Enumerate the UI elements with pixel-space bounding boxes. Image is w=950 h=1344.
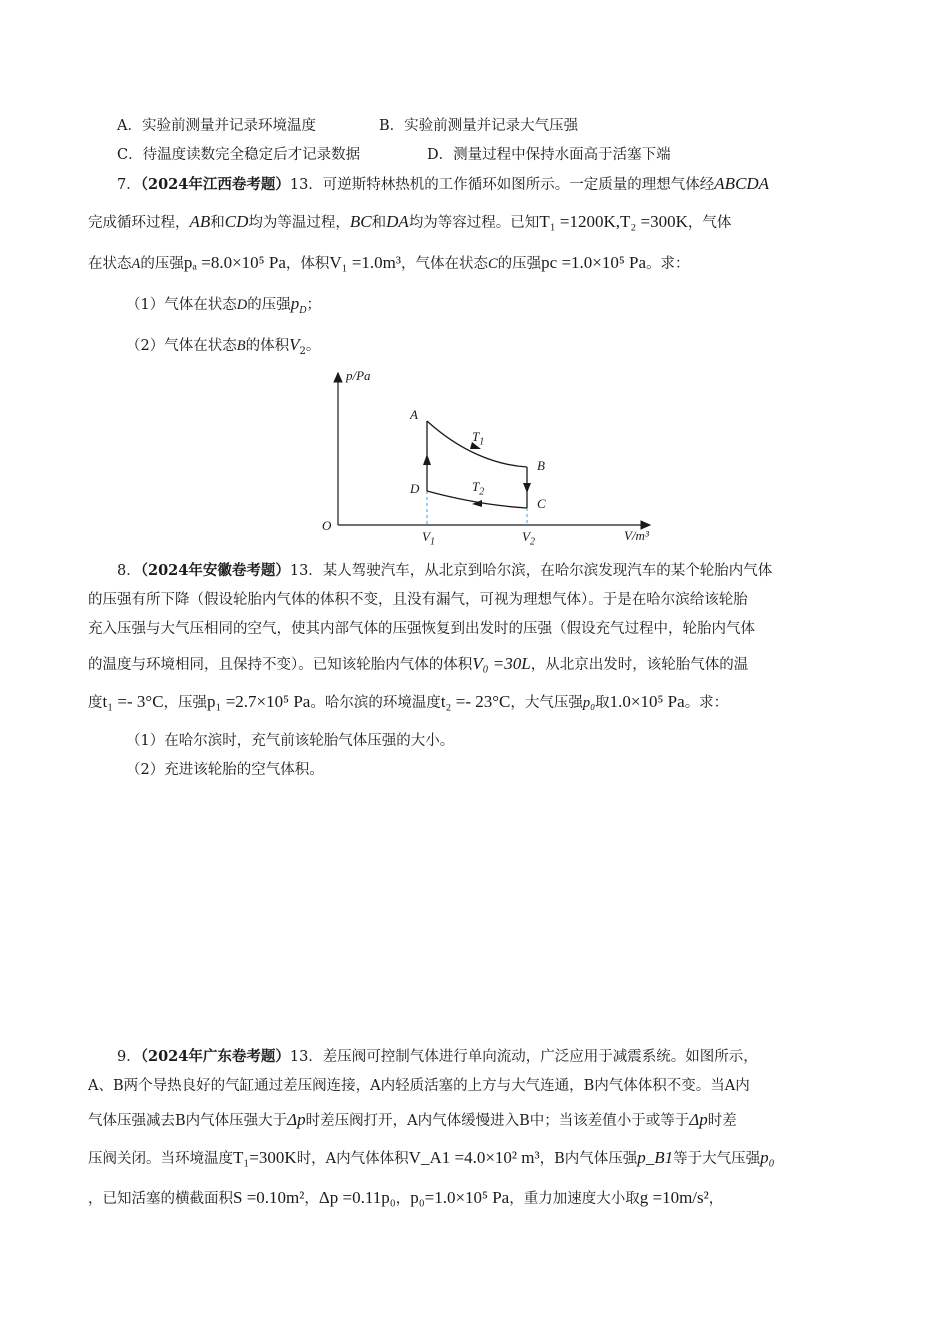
q9-text: 气体压强减去B内气体压强大于 [88, 1113, 288, 1129]
q7-math-abcda: ABCDA [714, 174, 770, 193]
q7-math-pc: pc =1.0×10⁵ Pa [541, 253, 647, 272]
q7-math-temps: T₁ =1200K,T₂ =300K [539, 212, 688, 231]
q9-math-pb1: p_B1 [637, 1148, 674, 1167]
q9-math-dp: Δp [287, 1110, 306, 1129]
q9-text: 压阀关闭。当环境温度 [88, 1151, 233, 1167]
q8-source: （2024年安徽卷考题） [140, 562, 290, 579]
v2-letter: V [522, 529, 530, 544]
v2-label [522, 529, 535, 548]
q8-text: 取 [595, 695, 610, 711]
q7-math-da: DA [386, 212, 409, 231]
q7-text: ； [306, 297, 321, 313]
q7-text: 均为等温过程， [248, 215, 350, 231]
pv-diagram [310, 363, 660, 553]
q7-text: （1）气体在状态 [126, 297, 237, 313]
q7-text: ，气体 [687, 215, 732, 231]
q7-italic: B [236, 338, 246, 354]
q8-line-2: 的压强有所下降（假设轮胎内气体的体积不变，且没有漏气，可视为理想气体）。于是在哈尔滨给该轮胎 [88, 592, 748, 608]
q7-number: 7． [117, 177, 141, 193]
q9-text: 等于大气压强 [673, 1151, 761, 1167]
origin-label: O [322, 518, 332, 533]
t1-letter: T [472, 429, 480, 444]
q8-line-3: 充入压强与大气压相同的空气，使其内部气体的压强恢复到出发时的压强（假设充气过程中，轮胎内气体 [88, 621, 755, 637]
t2-sub: 2 [479, 486, 485, 498]
q8-math-p1: p₁ =2.7×10⁵ Pa [207, 692, 311, 711]
q9-line-1 [117, 1047, 758, 1067]
q7-text: 。求： [646, 256, 690, 272]
q9-math-p0: p₀ [760, 1148, 775, 1167]
q9-math-dp: Δp [689, 1110, 708, 1129]
q8-math-t1: t₁ =- 3°C [102, 692, 164, 711]
q9-text: 时差 [707, 1113, 737, 1129]
q7-source: （2024年江西卷考题） [140, 176, 290, 193]
arrow-bc [523, 483, 531, 493]
point-a-label: A [410, 407, 418, 422]
v2-sub: 2 [529, 536, 535, 548]
q9-line-2: A、B两个导热良好的气缸通过差压阀连接，A内轻质活塞的上方与大气连通，B内气体体积不变。当A内 [88, 1078, 750, 1094]
q7-line-3 [88, 253, 690, 274]
q8-line-4 [88, 654, 748, 675]
q9-text: 13．差压阀可控制气体进行单向流动，广泛应用于减震系统。如图所示， [289, 1049, 758, 1065]
q9-math-t1: T₁=300K [233, 1148, 297, 1167]
q7-sub-2 [126, 335, 320, 362]
q7-math: p [290, 294, 300, 313]
q8-italic-p0: p₀ [582, 695, 596, 711]
q8-sub-2: （2）充进该轮胎的空气体积。 [126, 762, 324, 778]
q7-math-v1: V₁ =1.0m³ [329, 253, 401, 272]
v1-letter: V [422, 529, 430, 544]
q7-text: 的压强 [497, 256, 542, 272]
option-d: D．测量过程中保持水面高于活塞下端 [427, 147, 671, 163]
v1-label [422, 529, 435, 548]
arrow-da [423, 454, 431, 465]
q9-source: （2024年广东卷考题） [140, 1048, 290, 1065]
q7-text: 完成循环过程， [88, 215, 190, 231]
point-b-label: B [537, 458, 545, 473]
q7-italic: D [236, 297, 248, 313]
q7-italic: C [487, 256, 498, 272]
q8-text: 。求： [684, 695, 729, 711]
q8-number: 8． [117, 563, 141, 579]
q7-math-bc: BC [349, 212, 372, 231]
q7-text: ，气体在状态 [400, 256, 488, 272]
x-axis-label: V/m³ [624, 528, 649, 543]
q9-number: 9． [117, 1049, 141, 1065]
q9-math-dp-val: Δp =0.11p₀ [318, 1188, 396, 1207]
point-d-label: D [410, 481, 420, 496]
t1-sub: 1 [479, 436, 485, 448]
q9-text: ，B内气体压强 [539, 1151, 638, 1167]
q7-text: 和 [371, 215, 387, 231]
q7-text: 。 [305, 338, 321, 354]
q8-text: 度 [88, 695, 103, 711]
q7-text: ，体积 [285, 256, 330, 272]
q9-math-s: S =0.10m² [233, 1188, 305, 1207]
q7-italic: A [131, 256, 141, 272]
q8-math-t2: t₂ =- 23°C [440, 692, 511, 711]
point-c-label: C [537, 496, 546, 511]
t2-label [472, 479, 484, 498]
q7-text: 的压强 [247, 297, 291, 313]
q8-text: 。哈尔滨的环境温度 [310, 695, 441, 711]
q9-text: ， [304, 1191, 319, 1207]
q8-text: ，大气压强 [510, 695, 583, 711]
option-a: A．实验前测量并记录环境温度 [117, 118, 316, 134]
y-axis-label: p/Pa [346, 368, 371, 383]
q9-text: 时差压阀打开，A内气体缓慢进入B中；当该差值小于或等于 [305, 1113, 690, 1129]
q9-line-4 [88, 1148, 775, 1169]
q8-math-p0: 1.0×10⁵ Pa [609, 692, 685, 711]
q8-line-1 [117, 561, 772, 581]
q8-text: ，压强 [163, 695, 208, 711]
q7-line-1 [117, 174, 769, 195]
q7-math-ab: AB [189, 212, 211, 231]
q9-text: ，已知活塞的横截面积 [88, 1191, 233, 1207]
q9-text: 时，A内气体体积 [296, 1151, 409, 1167]
q8-text: 13．某人驾驶汽车，从北京到哈尔滨，在哈尔滨发现汽车的某个轮胎内气体 [289, 563, 773, 579]
q8-math-v0: V₀ =30L [472, 654, 531, 673]
q9-text: ，重力加速度大小取 [509, 1191, 640, 1207]
q7-text-1: 13．可逆斯特林热机的工作循环如图所示。一定质量的理想气体经 [289, 177, 715, 193]
t2-letter: T [472, 479, 480, 494]
q7-text: 的压强 [140, 256, 184, 272]
option-c: C．待温度读数完全稳定后才记录数据 [117, 147, 361, 163]
q9-text: ， [395, 1191, 411, 1207]
option-b: B．实验前测量并记录大气压强 [379, 118, 579, 134]
q9-text: ， [708, 1191, 724, 1207]
q7-text: 均为等容过程。已知 [408, 215, 540, 231]
q7-sub-1 [126, 294, 321, 321]
q7-math-pa: pₐ =8.0×10⁵ Pa [183, 253, 286, 272]
q9-math-g: g =10m/s² [639, 1188, 709, 1207]
t1-label [472, 429, 484, 448]
q7-text: 和 [210, 215, 225, 231]
q7-math-cd: CD [224, 212, 249, 231]
q9-line-5 [88, 1188, 723, 1209]
q7-text: （2）气体在状态 [126, 338, 237, 354]
q8-line-5 [88, 692, 728, 713]
q8-sub-1: （1）在哈尔滨时，充气前该轮胎气体压强的大小。 [126, 733, 455, 749]
pv-diagram-svg [310, 363, 660, 553]
q7-text: 的体积 [245, 338, 290, 354]
q7-text: 在状态 [88, 256, 132, 272]
q9-math-p0-val: p₀=1.0×10⁵ Pa [410, 1188, 510, 1207]
q8-text: ，从北京出发时，该轮胎气体的温 [530, 657, 749, 673]
q7-sub: 2 [299, 345, 306, 357]
q8-text: 的温度与环境相同，且保持不变）。已知该轮胎内气体的体积 [88, 657, 473, 673]
q7-line-2 [88, 212, 731, 233]
v1-sub: 1 [429, 536, 435, 548]
q9-math-va1: V_A1 =4.0×10² m³ [408, 1148, 540, 1167]
q7-math: V [289, 335, 300, 354]
q7-sub: D [299, 304, 307, 316]
q9-line-3 [88, 1110, 737, 1131]
